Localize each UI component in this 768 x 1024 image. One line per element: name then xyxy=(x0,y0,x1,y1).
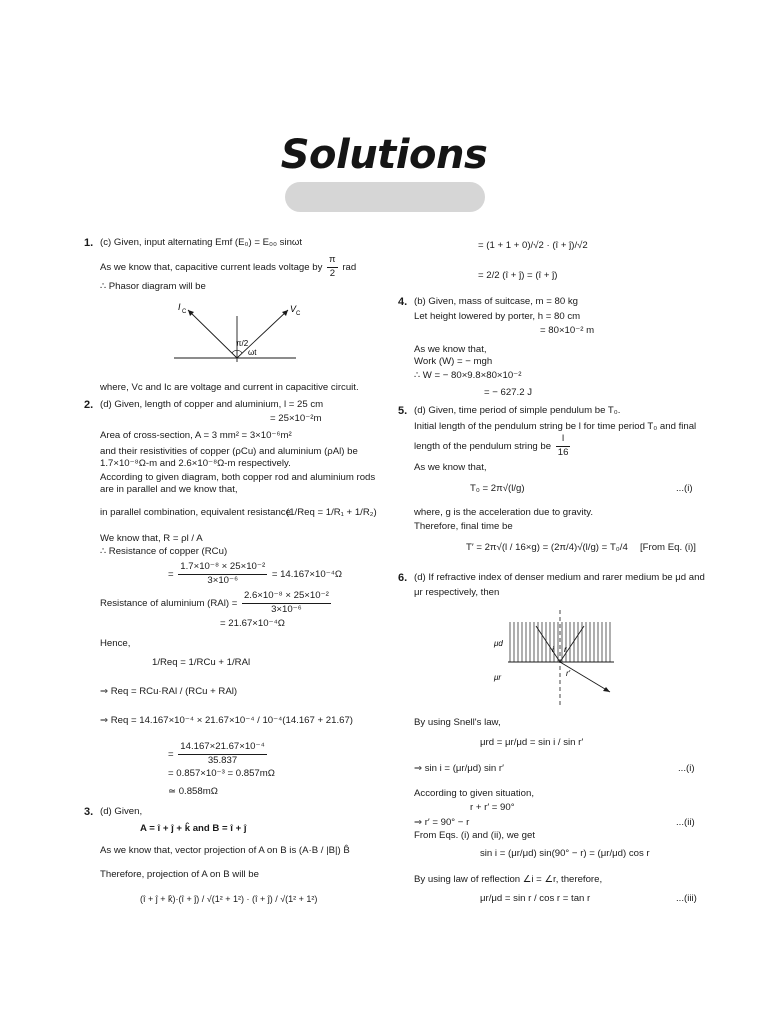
q6-line5: ⇒ sin i = (μr/μd) sin r′ xyxy=(414,763,504,774)
q2-line2: = 25×10⁻²m xyxy=(270,413,322,424)
q3-line3: As we know that, vector projection of A on B is (A·B / |B|) B̂ xyxy=(100,845,350,856)
q5-from-eq-tag: [From Eq. (i)] xyxy=(640,542,696,553)
title-decoration-bar xyxy=(285,182,485,212)
q2-parallel-formula: (1/Req = 1/R₁ + 1/R₂) xyxy=(286,507,377,518)
q2-line18: = $\frac{\text{14.167×21.67×10⁻⁴}}{35.837}$ xyxy=(168,741,265,766)
q2-line19: = 0.857×10⁻³ = 0.857mΩ xyxy=(168,768,275,779)
q6-number: 6. xyxy=(398,572,408,584)
q3-cont-line2: = 2/2 (î + ĵ) = (î + ĵ) xyxy=(478,270,558,281)
q4-line4: As we know that, xyxy=(414,344,487,355)
q5-line8: T′ = 2π√(l / 16×g) = (2π/4)√(l/g) = T₀/4 xyxy=(466,542,628,553)
q5-line6: where, g is the acceleration due to gravity. xyxy=(414,507,594,518)
q6-line8: ⇒ r′ = 90° − r xyxy=(414,817,470,828)
q6-line12: μr/μd = sin r / cos r = tan r xyxy=(480,893,591,904)
q2-line17: ⇒ Req = 14.167×10⁻⁴ × 21.67×10⁻⁴ / 10⁻⁴(14.167 + 21.67) xyxy=(100,715,353,726)
vc-label-sub: C xyxy=(296,311,301,317)
q6-line3: By using Snell's law, xyxy=(414,717,501,728)
omega-t-label: ωt xyxy=(248,348,257,357)
q2-line13: = 21.67×10⁻⁴Ω xyxy=(220,618,285,629)
q6-line4: μrd = μr/μd = sin i / sin r′ xyxy=(480,737,584,748)
q2-line10: ∴ Resistance of copper (RCu) xyxy=(100,546,228,557)
refraction-diagram xyxy=(490,606,630,712)
q3-line4: Therefore, projection of A on B will be xyxy=(100,869,259,880)
q4-line2: Let height lowered by porter, h = 80 cm xyxy=(414,311,581,322)
mu-d-label: μd xyxy=(494,639,503,648)
q5-line1: (d) Given, time period of simple pendulum be T₀. xyxy=(414,405,621,416)
q4-line3: = 80×10⁻² m xyxy=(540,325,595,336)
q6-line9: From Eqs. (i) and (ii), we get xyxy=(414,830,536,841)
q6-line2: μr respectively, then xyxy=(414,587,500,598)
q4-line1: (b) Given, mass of suitcase, m = 80 kg xyxy=(414,296,578,307)
q5-number: 5. xyxy=(398,405,408,417)
q2-copper-calc: = $\frac{\text{1.7×10⁻⁸ × 25×10⁻²}}{\text{3×10⁻⁶}}$ = 14.167×10⁻⁴Ω xyxy=(168,561,343,586)
q6-line1: (d) If refractive index of denser medium and rarer medium be μd and xyxy=(414,572,705,583)
q5-line7: Therefore, final time be xyxy=(414,521,513,532)
q2-line4: and their resistivities of copper (ρCu) and aluminium (ρAl) be xyxy=(100,446,358,457)
q2-aluminium-calc: Resistance of aluminium (RAl) = $\frac{\text{2.6×10⁻⁸ × 25×10⁻²}}{\text{3×10⁻⁶}}$ xyxy=(100,590,329,615)
q2-line1: (d) Given, length of copper and aluminium, l = 25 cm xyxy=(100,399,324,410)
q2-number: 2. xyxy=(84,399,94,411)
q2-line14: Hence, xyxy=(100,638,131,649)
q2-line16: ⇒ Req = RCu·RAl / (RCu + RAl) xyxy=(100,686,238,697)
q5-line2: Initial length of the pendulum string be l for time period T₀ and final xyxy=(414,421,697,432)
q5-eq-i-tag: ...(i) xyxy=(676,483,693,494)
q5-line5: T₀ = 2π√(l/g) xyxy=(470,483,525,494)
mu-r-label: μr xyxy=(494,673,502,682)
q1-line1: (c) Given, input alternating Emf (E₀) = E₀₀ sinωt xyxy=(100,237,303,248)
ic-label-sub: C xyxy=(182,309,187,315)
q4-line6: ∴ W = − 80×9.8×80×10⁻² xyxy=(414,370,522,381)
q3-number: 3. xyxy=(84,806,94,818)
q6-line6: According to given situation, xyxy=(414,788,534,799)
q5-line4: As we know that, xyxy=(414,462,487,473)
q4-number: 4. xyxy=(398,296,408,308)
q2-line3: Area of cross-section, A = 3 mm² = 3×10⁻⁶m² xyxy=(100,430,292,441)
q6-eq-iii-tag: ...(iii) xyxy=(676,893,697,904)
q3-line1: (d) Given, xyxy=(100,806,143,817)
q6-eq-ii-tag: ...(ii) xyxy=(676,817,695,828)
q2-line9: We know that, R = ρl / A xyxy=(100,533,203,544)
phasor-diagram xyxy=(170,296,310,370)
q1-number: 1. xyxy=(84,237,94,249)
q4-line7: = − 627.2 J xyxy=(484,387,533,398)
q1-line3: ∴ Phasor diagram will be xyxy=(100,281,206,292)
angle-r-prime-label: r′ xyxy=(566,669,571,678)
q2-line6: According to given diagram, both copper rod and aluminium rods xyxy=(100,472,376,483)
q2-line15: 1/Req = 1/RCu + 1/RAl xyxy=(152,657,251,668)
angle-i-label: i xyxy=(552,645,554,654)
q2-line20: ≃ 0.858mΩ xyxy=(168,786,218,797)
pi-over-2-label: π/2 xyxy=(236,339,249,348)
q3-line5: (î + ĵ + k̂)·(î + ĵ) / √(1² + 1²) · (î + ĵ) / √(1² + 1²) xyxy=(140,894,318,904)
page-title: Solutions xyxy=(280,132,488,178)
q6-line10: sin i = (μr/μd) sin(90° − r) = (μr/μd) cos r xyxy=(480,848,650,859)
q6-line11: By using law of reflection ∠i = ∠r, therefore, xyxy=(414,874,603,885)
q6-eq-i-tag: ...(i) xyxy=(678,763,695,774)
q1-line4: where, Vᴄ and Iᴄ are voltage and current in capacitive circuit. xyxy=(100,382,359,393)
vc-label: V xyxy=(290,304,297,314)
q2-line8: in parallel combination, equivalent resistance xyxy=(100,507,291,518)
q3-line2: A = î + ĵ + k̂ and B = î + ĵ xyxy=(140,823,247,834)
ic-label: I xyxy=(178,302,181,312)
angle-r-label: r xyxy=(564,645,567,654)
q5-line3: length of the pendulum string be $\frac{l}{16}$ xyxy=(414,433,569,458)
q2-line7: are in parallel and we know that, xyxy=(100,484,238,495)
q1-line2: As we know that, capacitive current leads voltage by $\frac{\pi}{2}$ rad xyxy=(100,254,357,279)
q3-cont-line1: = (1 + 1 + 0)/√2 · (î + ĵ)/√2 xyxy=(478,240,588,251)
q4-line5: Work (W) = − mgh xyxy=(414,356,493,367)
q6-line7: r + r′ = 90° xyxy=(470,802,515,813)
q2-line5: 1.7×10⁻⁸Ω-m and 2.6×10⁻⁸Ω-m respectively. xyxy=(100,458,291,469)
